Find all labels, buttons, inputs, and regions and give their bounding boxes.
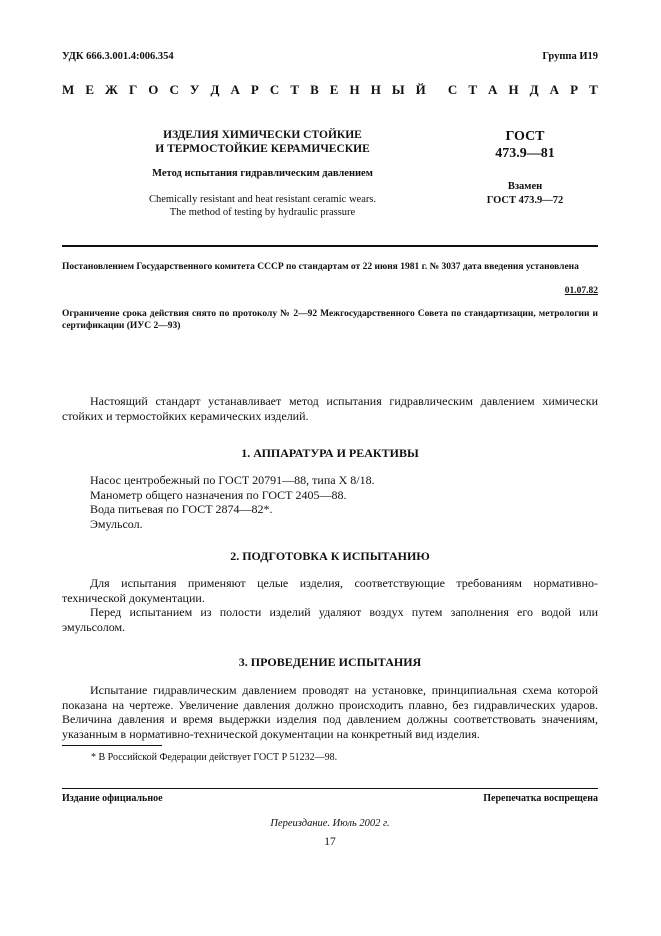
- banner-letter: Т: [589, 82, 598, 97]
- title-line-2: И ТЕРМОСТОЙКИЕ КЕРАМИЧЕСКИЕ: [155, 143, 370, 155]
- decree-date: 01.07.82: [564, 286, 598, 296]
- banner-letter: Е: [85, 82, 94, 97]
- footer-divider: [62, 788, 598, 789]
- banner-letter: С: [447, 82, 458, 97]
- banner-letter: Т: [290, 82, 300, 97]
- list-item: Насос центробежный по ГОСТ 20791—88, типа Х 8/18.: [90, 473, 375, 487]
- page-number: 17: [324, 836, 336, 848]
- banner-letter: Ы: [391, 82, 405, 97]
- banner-letter: Й: [415, 82, 426, 97]
- section-2-paragraph-1: Для испытания применяют целые изделия, соответствующие требованиям нормативно-технической документации.: [62, 576, 598, 605]
- document-title: [120, 128, 405, 156]
- banner-letter: О: [148, 82, 159, 97]
- banner-letter: У: [189, 82, 200, 97]
- gost-label: ГОСТ: [505, 129, 545, 144]
- banner-letter: Т: [468, 82, 477, 97]
- list-item: Вода питьевая по ГОСТ 2874—82*.: [90, 502, 273, 516]
- banner-letter: А: [488, 82, 498, 97]
- standard-banner: [62, 82, 598, 98]
- gost-designation: [470, 128, 580, 162]
- banner-letter: Н: [508, 82, 519, 97]
- banner-letter: Р: [250, 82, 259, 97]
- banner-letter: Н: [349, 82, 360, 97]
- intro-paragraph: Настоящий стандарт устанавливает метод испытания гидравлическим давлением химически стойких и термостойких керамических изделий.: [62, 394, 598, 423]
- limitation-text: Ограничение срока действия снято по протоколу № 2—92 Межгосударственного Совета по стандартизации, метрологии и сертификации (ИУС 2—93): [62, 309, 598, 331]
- english-title-line-1: Chemically resistant and heat resistant ceramic wears.: [148, 194, 377, 205]
- banner-letter: Р: [570, 82, 579, 97]
- group-code: Группа И19: [542, 51, 598, 62]
- replaces-label: Взамен: [507, 181, 543, 192]
- english-title: [120, 193, 405, 219]
- list-item: Манометр общего назначения по ГОСТ 2405—88.: [90, 487, 347, 502]
- banner-letter: А: [549, 82, 560, 97]
- document-subtitle: Метод испытания гидравлическим давлением: [152, 168, 373, 179]
- section-3-title: 3. ПРОВЕДЕНИЕ ИСПЫТАНИЯ: [238, 655, 422, 669]
- banner-letter: Д: [210, 82, 220, 97]
- header-divider: [62, 245, 598, 247]
- udc-code: УДК 666.3.001.4:006.354: [62, 51, 174, 62]
- english-title-line-2: The method of testing by hydraulic prassure: [169, 207, 356, 218]
- banner-letter: С: [169, 82, 179, 97]
- official-edition-label: Издание официальное: [62, 793, 163, 804]
- reprint-prohibited-label: Перепечатка воспрещена: [483, 793, 598, 804]
- footnote-divider: [62, 745, 162, 746]
- footnote: * В Российской Федерации действует ГОСТ Р 51232—98.: [91, 752, 338, 763]
- replaces-block: [470, 180, 580, 208]
- replaces-value: ГОСТ 473.9—72: [486, 195, 564, 206]
- title-line-1: ИЗДЕЛИЯ ХИМИЧЕСКИ СТОЙКИЕ: [163, 129, 362, 141]
- gost-number: 473.9—81: [495, 146, 555, 161]
- banner-letter: Е: [329, 82, 339, 97]
- list-item: Эмульсол.: [90, 516, 143, 531]
- decree-text: Постановлением Государственного комитета СССР по стандартам от 22 июня 1981 г. № 3037 дата введения установлена: [62, 262, 579, 272]
- banner-letter: М: [62, 82, 75, 97]
- section-1-title: 1. АППАРАТУРА И РЕАКТИВЫ: [241, 446, 419, 460]
- banner-letter: Д: [529, 82, 539, 97]
- banner-letter: Ж: [105, 82, 118, 97]
- banner-letter: В: [310, 82, 319, 97]
- banner-letter: А: [230, 82, 240, 97]
- banner-letter: С: [269, 82, 280, 97]
- banner-letter: Н: [370, 82, 381, 97]
- banner-letter: Г: [128, 82, 138, 97]
- section-2-paragraph-2: Перед испытанием из полости изделий удаляют воздух путем заполнения его водой или эмульсолом.: [62, 605, 598, 634]
- section-2-title: 2. ПОДГОТОВКА К ИСПЫТАНИЮ: [230, 549, 430, 563]
- section-3-paragraph-1: Испытание гидравлическим давлением проводят на установке, принципиальная схема которой показана на чертеже. Увеличение давления должно происходить плавно, без гидравлических ударов. Величина давления и время выдержки изделия под давлением должны соответствовать значениям, указанным в нормативно-технической документации на конкретный вид изделия.: [62, 683, 598, 741]
- reissue-note: Переиздание. Июль 2002 г.: [270, 818, 390, 829]
